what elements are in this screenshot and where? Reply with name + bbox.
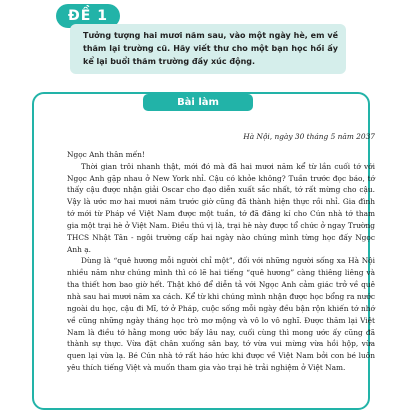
de-badge: ĐỀ 1 xyxy=(56,4,120,28)
prompt-box xyxy=(70,24,346,74)
essay-paragraph-1: Thời gian trôi nhanh thật, mới đó mà đã hai mươi năm kể từ lần cuối tớ với Ngọc Anh gặp nhau ở New York nhỉ. Cậu có khỏe không? Tuần trước đọc báo, tớ thấy cậu được nhận giải Oscar cho đạo diễn xuất sắc nhất, tớ rất mừng cho cậu. Vậy là ước mơ hai mươi năm trước giờ cũng đã thành hiện thực rồi nhỉ. Gia đình tớ mới từ Pháp về Việt Nam được một tuần, tớ đã đăng kí cho Cún nhà tớ tham gia một trại hè ở Việt Nam. Điều thú vị là, trại hè này được tổ chức ở ngay Trường THCS Nhật Tân - ngôi trường cấp hai ngày nào chúng mình từng học đấy Ngọc Anh ạ. xyxy=(67,161,375,254)
section-title: Bài làm xyxy=(143,94,253,111)
greeting: Ngọc Anh thân mến! xyxy=(67,149,145,159)
essay-body xyxy=(67,131,375,374)
date-line: Hà Nội, ngày 30 tháng 5 năm 2037 xyxy=(243,132,375,141)
prompt-text: Tưởng tượng hai mươi năm sau, vào một ngày hè, em về thăm lại trường cũ. Hãy viết thư cho một bạn học hồi ấy kể lại buổi thăm trường đầy xúc động. xyxy=(83,31,338,66)
essay-paragraph-2: Dùng là “quê hương mỗi người chỉ một”, đối với những người sống xa Hà Nội nhiều năm như chúng mình thì có lẽ hai tiếng “quê hương” càng thiêng liêng và tha thiết hơn bao giờ hết. Thật khó để diễn tả với Ngọc Anh cảm giác trở về quê nhà sau hai mươi năm xa cách. Kể từ khi chúng mình nhận được học bổng ra nước ngoài du học, cậu đi Mĩ, tớ ở Pháp, cuộc sống mỗi ngày đều bận rộn khiến tớ nhớ về cũng những ngày tháng học trò mơ mộng và vô lo vô nghĩ. Được thăm lại Việt Nam là điều tớ hằng mong ước bấy lâu nay, cuối cùng thì mong ước ấy cũng đã thành sự thực. Vừa đặt chân xuống sân bay, tớ vừa vui mừng vừa hồi hộp, vừa quen lại vừa lạ. Bé Cún nhà tớ rất háo hức khi được về Việt Nam bởi con bé luôn yêu thích tiếng Việt và muốn tham gia vào trại hè trải nghiệm ở Việt Nam. xyxy=(67,256,375,373)
